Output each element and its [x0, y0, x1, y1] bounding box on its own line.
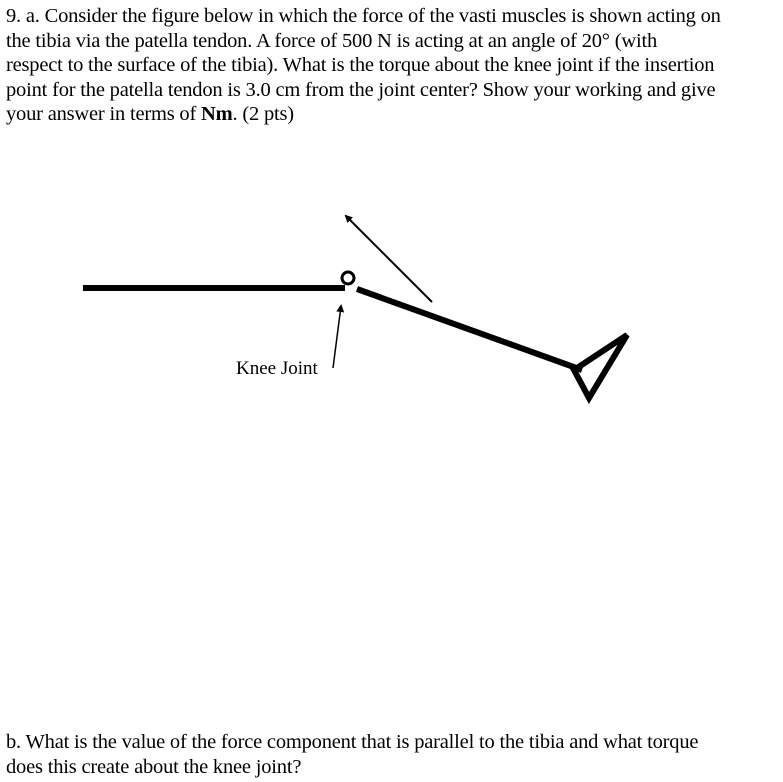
knee-joint-label: Knee Joint [236, 358, 318, 379]
tibia-bar [357, 289, 582, 370]
question-a-line-4: point for the patella tendon is 3.0 cm from the joint center? Show your working and give [6, 78, 716, 101]
question-a-line-5-prefix: your answer in terms of [6, 103, 202, 125]
question-a-line-5-suffix: . (2 pts) [232, 103, 294, 125]
knee-joint-pointer [333, 306, 341, 368]
question-b-line-2: does this create about the knee joint? [6, 755, 302, 778]
question-b-line-1: b. What is the value of the force component that is parallel to the tibia and what torque [6, 731, 699, 753]
unit-nm: Nm [201, 103, 233, 125]
question-a-line-1: 9. a. Consider the figure below in which the force of the vasti muscles is shown acting on [6, 5, 721, 27]
question-a-line-3: respect to the surface of the tibia). What is the torque about the knee joint if the insertion [6, 54, 715, 76]
foot-shape [574, 335, 627, 398]
question-a-line-2: the tibia via the patella tendon. A force of 500 N is acting at an angle of 20° (with [6, 29, 657, 52]
question-b [6, 730, 776, 779]
knee-joint-circle [342, 272, 354, 284]
